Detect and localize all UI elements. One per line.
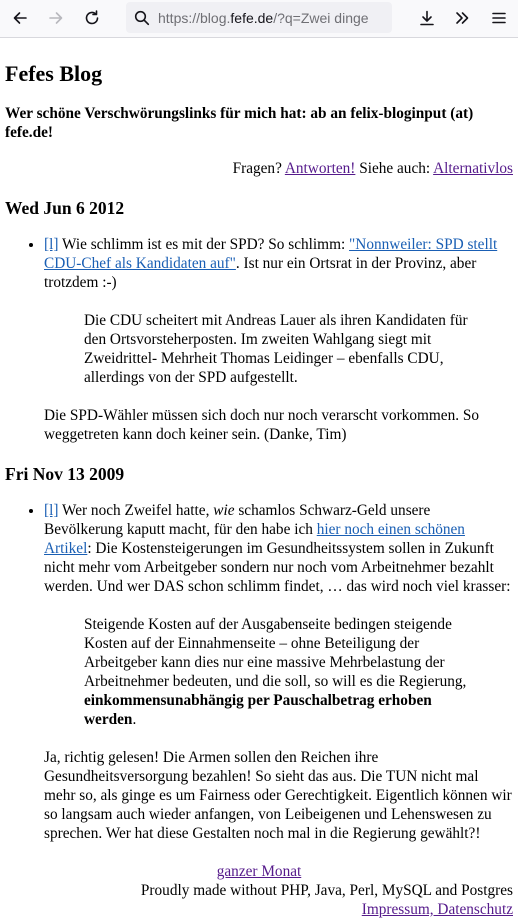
- blog-title-text: Fefes Blog: [5, 61, 103, 86]
- impressum-link[interactable]: Impressum, Datenschutz: [361, 901, 513, 918]
- article-link[interactable]: hier noch einen schönen Artikel: [44, 521, 465, 557]
- post-paragraph: [44, 501, 513, 596]
- footer-impressum: [5, 900, 513, 919]
- blog-title: [5, 61, 513, 87]
- url-protocol: https://blog.: [158, 9, 231, 26]
- article-link[interactable]: "Nonnweiler: SPD stellt CDU-Chef als Kandidaten auf": [44, 236, 498, 272]
- permalink-link[interactable]: [l]: [44, 502, 59, 519]
- quote-bold-text: einkommensunabhängig per Pauschalbetrag erhoben werden: [84, 692, 432, 728]
- post-paragraph: [44, 235, 513, 292]
- post-list: [5, 235, 513, 444]
- alternativlos-link[interactable]: Alternativlos: [433, 160, 513, 177]
- post-item: [44, 235, 513, 444]
- post-paragraph: Ja, richtig gelesen! Die Armen sollen den Reichen ihre Gesundheitsversorgung bezahlen! So sieht das aus. Die TUN nicht mal mehr so, als ginge es um Fairness oder Gerechtigkeit. Eigentlich können wir so langsam auch wieder anfangen, von Leibeigenen und Lehenswesen zu sprechen. Wer hat diese Gestalten noch mal in die Regierung gewählt?!: [44, 749, 512, 842]
- blog-subtitle: Wer schöne Verschwörungslinks für mich hat: ab an felix-bloginput (at) fefe.de!: [5, 105, 474, 141]
- footer-month: [5, 862, 513, 881]
- answers-link[interactable]: Antworten!: [284, 160, 356, 177]
- post-list: [5, 501, 513, 843]
- browser-toolbar: [0, 0, 518, 38]
- url-host: fefe.de: [230, 9, 274, 26]
- quote-text: Steigende Kosten auf der Ausgabenseite bedingen steigende Kosten auf der Einnahmenseite – ohne Beteiligung der Arbeitgeber kann dies nur eine massive Mehrbelastung der Arbeitnehmer bedeuten, und die soll, so will es die Regierung,: [84, 616, 467, 690]
- post-item: [44, 501, 513, 843]
- back-icon[interactable]: [5, 4, 35, 32]
- permalink-link[interactable]: [l]: [44, 236, 59, 253]
- search-icon: [134, 10, 150, 26]
- download-icon[interactable]: [412, 4, 442, 32]
- reload-icon[interactable]: [77, 4, 107, 32]
- questions-text: Fragen?: [232, 160, 285, 177]
- post-text: : Die Kostensteigerungen im Gesundheitssystem sollen in Zukunft nicht mehr vom Arbeitgeber sondern nur noch vom Arbeitnehmer bezahlt werden. Und wer DAS schon schlimm findet, … das wird noch viel krasser:: [44, 540, 511, 595]
- post-quote: Die CDU scheitert mit Andreas Lauer als ihren Kandidaten für den Ortsvorsteherposten. Im zweiten Wahlgang siegt mit Zweidrittel- Mehrheit Thomas Leidinger – ebenfalls CDU, allerdings von der SPD aufgestellt.: [84, 312, 468, 386]
- post-text: Wer noch Zweifel hatte,: [58, 502, 214, 519]
- see-also-text: Siehe auch:: [355, 160, 434, 177]
- url-path: /?q=Zwei dinge: [273, 9, 369, 26]
- footer-made-without: Proudly made without PHP, Java, Perl, MySQL and Postgres: [140, 882, 513, 899]
- url-bar[interactable]: [126, 2, 392, 33]
- hamburger-menu-icon[interactable]: [484, 4, 514, 32]
- page-content: [0, 61, 518, 919]
- post-text: . Ist nur ein Ortsrat in der Provinz, aber trotzdem :-): [44, 255, 477, 291]
- post-date: Wed Jun 6 2012: [5, 198, 125, 218]
- post-date: Fri Nov 13 2009: [5, 464, 125, 484]
- post-quote: [84, 615, 477, 729]
- forward-icon[interactable]: [41, 4, 71, 32]
- chevron-double-right-icon[interactable]: [447, 4, 477, 32]
- emphasis-text: wie: [213, 502, 235, 519]
- nav-line: [5, 159, 513, 178]
- quote-text: .: [132, 711, 137, 728]
- whole-month-link[interactable]: ganzer Monat: [216, 863, 302, 880]
- post-paragraph: Die SPD-Wähler müssen sich doch nur noch verarscht vorkommen. So weggetreten kann doch keiner sein. (Danke, Tim): [44, 407, 480, 443]
- post-text: schamlos Schwarz-Geld unsere Bevölkerung kaputt macht, für den habe ich: [44, 502, 431, 538]
- post-text: Wie schlimm ist es mit der SPD? So schlimm:: [58, 236, 350, 253]
